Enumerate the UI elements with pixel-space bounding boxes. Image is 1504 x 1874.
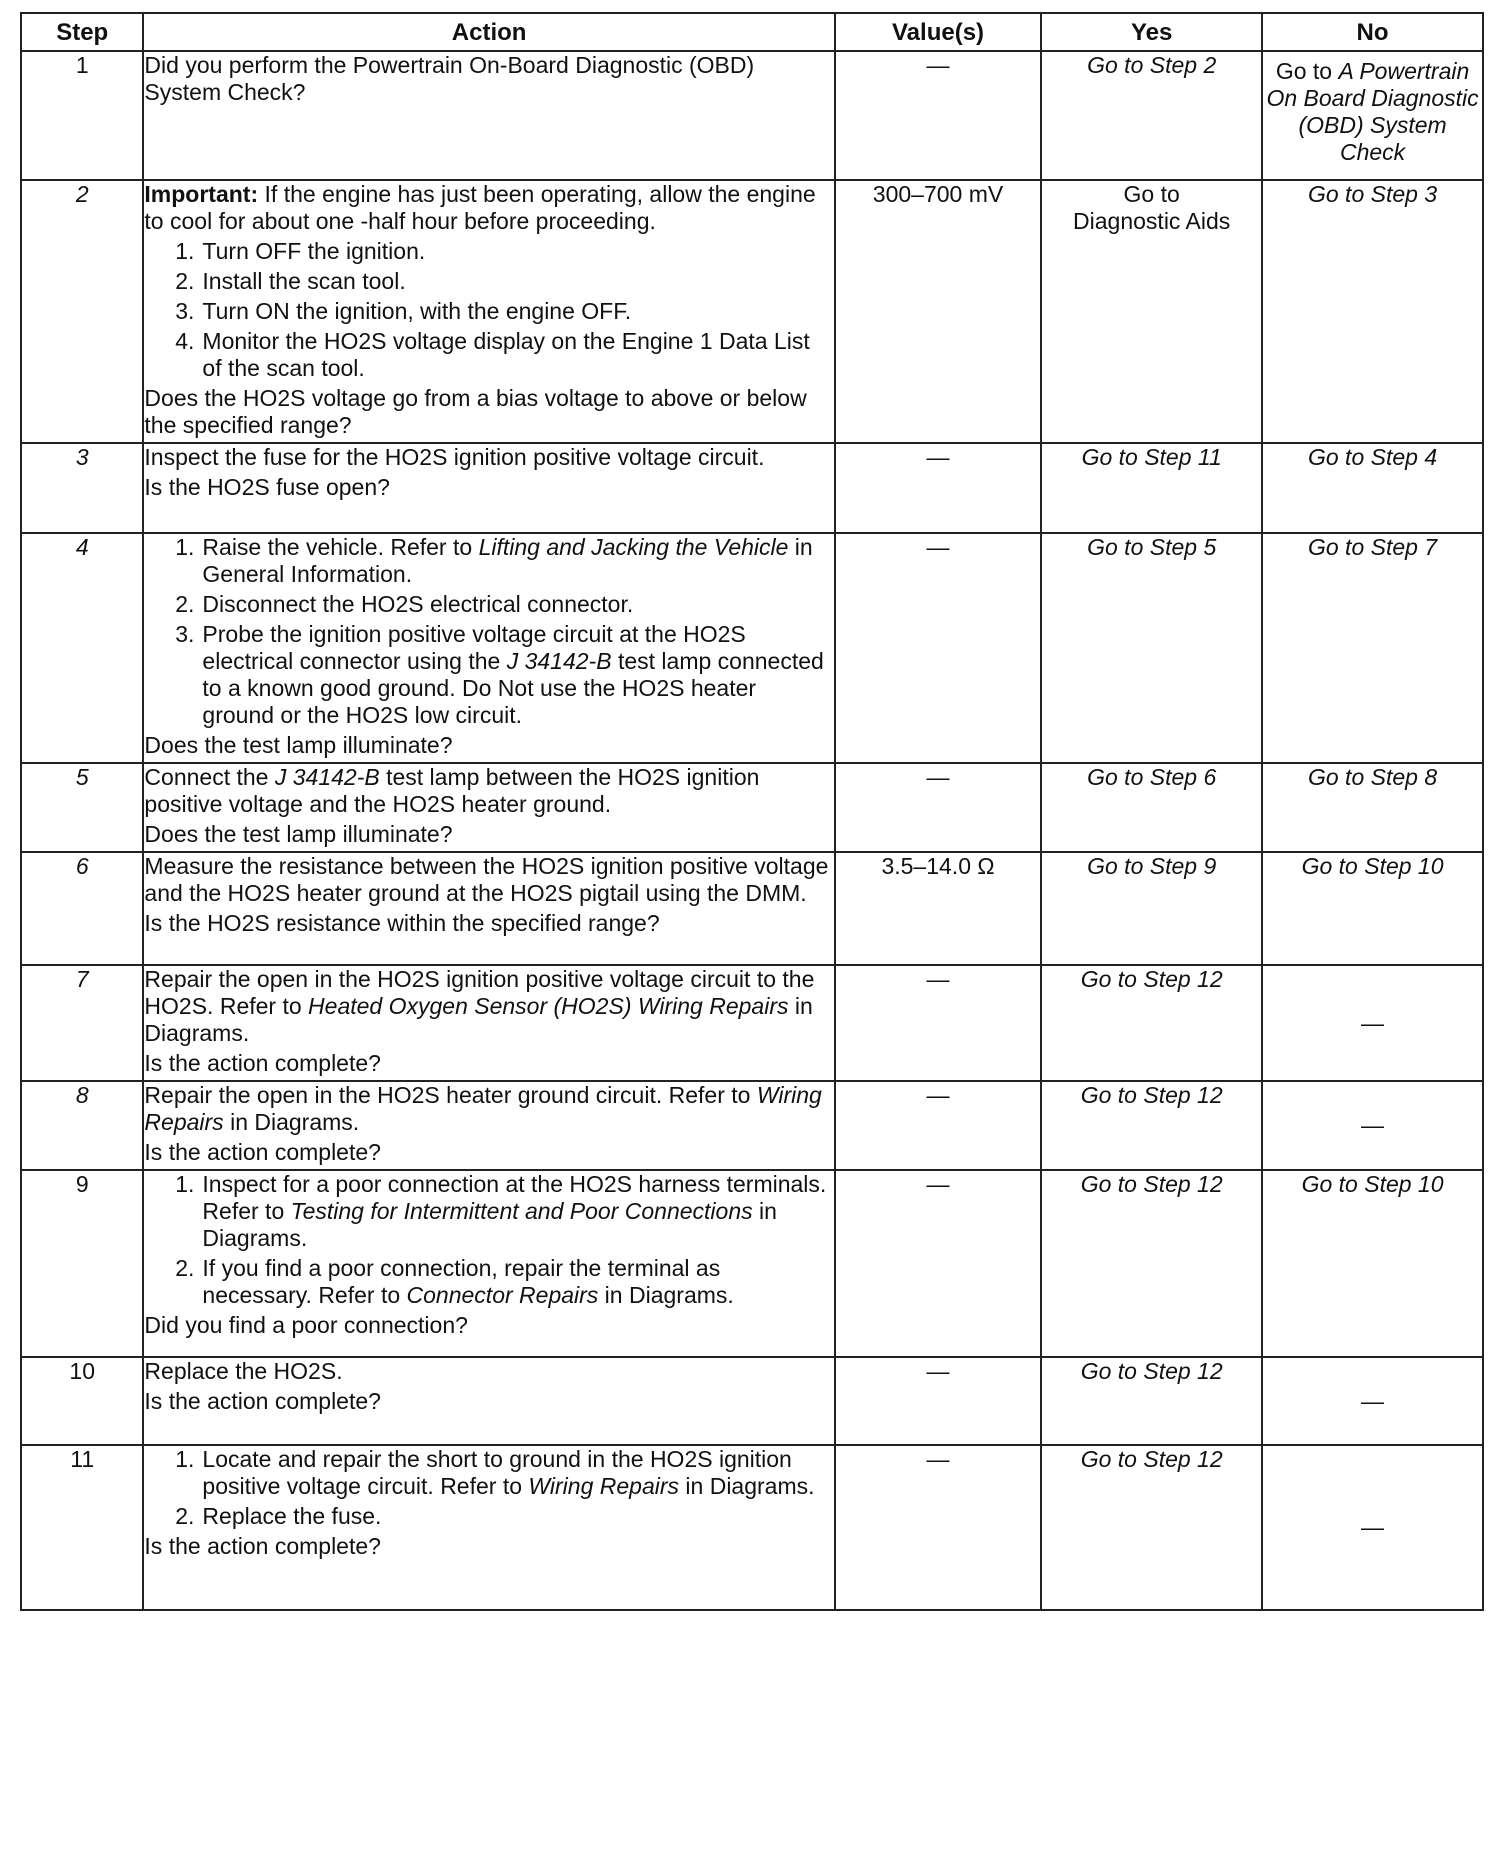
action-question: Is the action complete? <box>144 1388 381 1414</box>
yes-link[interactable]: Go to Step 12 <box>1080 966 1223 992</box>
action-cell <box>143 1081 834 1170</box>
value-cell: — <box>835 763 1041 852</box>
action-cell <box>143 1170 834 1357</box>
no-cell: — <box>1262 1081 1483 1170</box>
yes-cell <box>1041 965 1262 1081</box>
step-number: 11 <box>21 1445 143 1610</box>
no-cell <box>1262 763 1483 852</box>
value-cell: — <box>835 533 1041 763</box>
yes-cell <box>1041 852 1262 965</box>
action-text: Connect the J 34142-B test lamp between the HO2S ignition positive voltage and the HO2S heater ground. <box>144 764 760 817</box>
no-cell <box>1262 443 1483 533</box>
yes-link-prefix: Go to <box>1123 181 1180 207</box>
action-cell <box>143 1445 834 1610</box>
list-item: 3. Turn ON the ignition, with the engine OFF. <box>175 298 632 324</box>
action-cell <box>143 443 834 533</box>
action-text: Inspect the fuse for the HO2S ignition positive voltage circuit. <box>144 444 765 470</box>
yes-cell <box>1041 51 1262 180</box>
header-values: Value(s) <box>835 13 1041 51</box>
yes-link[interactable]: Go to Step 9 <box>1087 853 1217 879</box>
list-item: 2. Install the scan tool. <box>175 268 406 294</box>
step-number: 9 <box>21 1170 143 1357</box>
important-text: If the engine has just been operating, allow the engine to cool for about one -half hour before proceeding. <box>144 181 816 234</box>
yes-cell <box>1041 763 1262 852</box>
yes-link[interactable]: Go to Step 12 <box>1080 1082 1223 1108</box>
list-item: 1. Inspect for a poor connection at the HO2S harness terminals. Refer to Testing for Intermittent and Poor Connections in Diagrams. <box>175 1171 827 1251</box>
list-item: 1. Turn OFF the ignition. <box>175 238 426 264</box>
value-cell: — <box>835 1170 1041 1357</box>
action-question: Is the action complete? <box>144 1533 381 1559</box>
action-steps-list <box>144 534 833 729</box>
table-row <box>21 180 1483 443</box>
no-cell: — <box>1262 1445 1483 1610</box>
table-row <box>21 965 1483 1081</box>
yes-link[interactable]: Go to Step 12 <box>1080 1171 1223 1197</box>
value-cell: — <box>835 443 1041 533</box>
value-cell: — <box>835 965 1041 1081</box>
reference-link[interactable]: Testing for Intermittent and Poor Connections <box>290 1198 753 1224</box>
no-link[interactable]: A Powertrain On Board Diagnostic (OBD) System Check <box>1266 58 1479 165</box>
reference-link[interactable]: Lifting and Jacking the Vehicle <box>478 534 789 560</box>
action-question: Did you find a poor connection? <box>144 1312 468 1338</box>
list-item: 2. Replace the fuse. <box>175 1503 382 1529</box>
value-cell: — <box>835 1357 1041 1445</box>
header-no: No <box>1262 13 1483 51</box>
no-link[interactable]: Go to Step 4 <box>1307 444 1438 470</box>
yes-cell <box>1041 180 1262 443</box>
yes-link[interactable]: Go to Step 12 <box>1080 1446 1223 1472</box>
action-cell <box>143 763 834 852</box>
no-link[interactable]: Go to Step 7 <box>1307 534 1438 560</box>
header-yes: Yes <box>1041 13 1262 51</box>
yes-cell <box>1041 443 1262 533</box>
action-cell <box>143 852 834 965</box>
yes-cell <box>1041 1170 1262 1357</box>
action-question: Is the HO2S fuse open? <box>144 474 390 500</box>
action-question: Does the HO2S voltage go from a bias voltage to above or below the specified range? <box>144 385 807 438</box>
no-link[interactable]: Go to Step 10 <box>1301 853 1444 879</box>
action-question: Does the test lamp illuminate? <box>144 821 453 847</box>
value-cell: — <box>835 1445 1041 1610</box>
diagnostic-table <box>20 12 1484 1611</box>
list-item: 1. Locate and repair the short to ground in the HO2S ignition positive voltage circuit. Refer to Wiring Repairs in Diagrams. <box>175 1446 815 1499</box>
important-label: Important: <box>144 181 259 207</box>
step-number: 8 <box>21 1081 143 1170</box>
step-number: 10 <box>21 1357 143 1445</box>
no-cell: — <box>1262 1357 1483 1445</box>
reference-link[interactable]: Heated Oxygen Sensor (HO2S) Wiring Repairs <box>308 993 789 1019</box>
value-cell: — <box>835 51 1041 180</box>
reference-link[interactable]: Wiring Repairs <box>144 1082 822 1135</box>
step-number: 5 <box>21 763 143 852</box>
table-row <box>21 763 1483 852</box>
list-item: 1. Raise the vehicle. Refer to Lifting and Jacking the Vehicle in General Information. <box>175 534 813 587</box>
action-text: Replace the HO2S. <box>144 1358 343 1384</box>
table-row <box>21 533 1483 763</box>
table-row <box>21 1445 1483 1610</box>
no-link[interactable]: Go to Step 3 <box>1307 181 1438 207</box>
table-header-row <box>21 13 1483 51</box>
no-prefix: Go to <box>1275 58 1333 84</box>
action-steps-list <box>144 238 833 382</box>
action-steps-list <box>144 1171 833 1309</box>
header-step: Step <box>21 13 143 51</box>
important-note <box>144 181 833 235</box>
value-cell: 300–700 mV <box>835 180 1041 443</box>
reference-link[interactable]: Connector Repairs <box>406 1282 599 1308</box>
step-number: 3 <box>21 443 143 533</box>
no-link[interactable]: Go to Step 10 <box>1301 1171 1444 1197</box>
value-cell: 3.5–14.0 Ω <box>835 852 1041 965</box>
action-question: Does the test lamp illuminate? <box>144 732 453 758</box>
tool-reference: J 34142-B <box>274 764 380 790</box>
yes-cell <box>1041 1081 1262 1170</box>
action-text: Repair the open in the HO2S ignition positive voltage circuit to the HO2S. Refer to Heated Oxygen Sensor (HO2S) Wiring Repairs in Diagrams. <box>144 966 815 1046</box>
value-cell: — <box>835 1081 1041 1170</box>
step-number: 2 <box>21 180 143 443</box>
yes-cell <box>1041 533 1262 763</box>
step-number: 4 <box>21 533 143 763</box>
action-cell <box>143 180 834 443</box>
step-number: 7 <box>21 965 143 1081</box>
yes-cell <box>1041 1357 1262 1445</box>
no-link[interactable]: Go to Step 8 <box>1307 764 1438 790</box>
yes-link[interactable]: Go to Step 2 <box>1087 52 1217 78</box>
action-text: Measure the resistance between the HO2S ignition positive voltage and the HO2S heater ground at the HO2S pigtail using the DMM. <box>144 853 829 906</box>
action-cell <box>143 533 834 763</box>
action-question: Is the HO2S resistance within the specified range? <box>144 910 660 936</box>
table-row <box>21 51 1483 180</box>
action-question: Did you perform the Powertrain On-Board Diagnostic (OBD) System Check? <box>144 52 755 105</box>
no-cell: — <box>1262 965 1483 1081</box>
table-row <box>21 443 1483 533</box>
action-cell <box>143 1357 834 1445</box>
list-item: 3. Probe the ignition positive voltage circuit at the HO2S electrical connector using the J 34142-B test lamp connected to a known good ground. Do Not use the HO2S heater ground or the HO2S low circuit. <box>175 621 824 728</box>
table-row <box>21 1170 1483 1357</box>
action-cell <box>143 51 834 180</box>
list-item: 2. Disconnect the HO2S electrical connector. <box>175 591 634 617</box>
action-question: Is the action complete? <box>144 1050 381 1076</box>
step-number: 1 <box>21 51 143 180</box>
list-item: 2. If you find a poor connection, repair the terminal as necessary. Refer to Connector Repairs in Diagrams. <box>175 1255 734 1308</box>
table-row <box>21 852 1483 965</box>
no-cell <box>1262 180 1483 443</box>
yes-link[interactable]: Go to Step 5 <box>1087 534 1217 560</box>
yes-cell <box>1041 1445 1262 1610</box>
no-cell <box>1262 51 1483 180</box>
step-number: 6 <box>21 852 143 965</box>
table-row <box>21 1357 1483 1445</box>
action-question: Is the action complete? <box>144 1139 381 1165</box>
yes-link[interactable]: Go to Step 11 <box>1081 444 1222 470</box>
action-cell <box>143 965 834 1081</box>
tool-reference: J 34142-B <box>506 648 612 674</box>
yes-link[interactable]: Go to Step 6 <box>1087 764 1217 790</box>
reference-link[interactable]: Wiring Repairs <box>528 1473 680 1499</box>
list-item: 4. Monitor the HO2S voltage display on the Engine 1 Data List of the scan tool. <box>175 328 810 381</box>
action-steps-list <box>144 1446 833 1530</box>
action-text: Repair the open in the HO2S heater ground circuit. Refer to Wiring Repairs in Diagrams. <box>144 1082 822 1135</box>
no-cell <box>1262 852 1483 965</box>
diagnostic-table-sheet <box>20 12 1484 1611</box>
yes-link[interactable]: Go to Step 12 <box>1080 1358 1223 1384</box>
header-action: Action <box>143 13 834 51</box>
no-cell <box>1262 1170 1483 1357</box>
yes-link[interactable]: Diagnostic Aids <box>1073 208 1231 234</box>
no-cell <box>1262 533 1483 763</box>
table-row <box>21 1081 1483 1170</box>
